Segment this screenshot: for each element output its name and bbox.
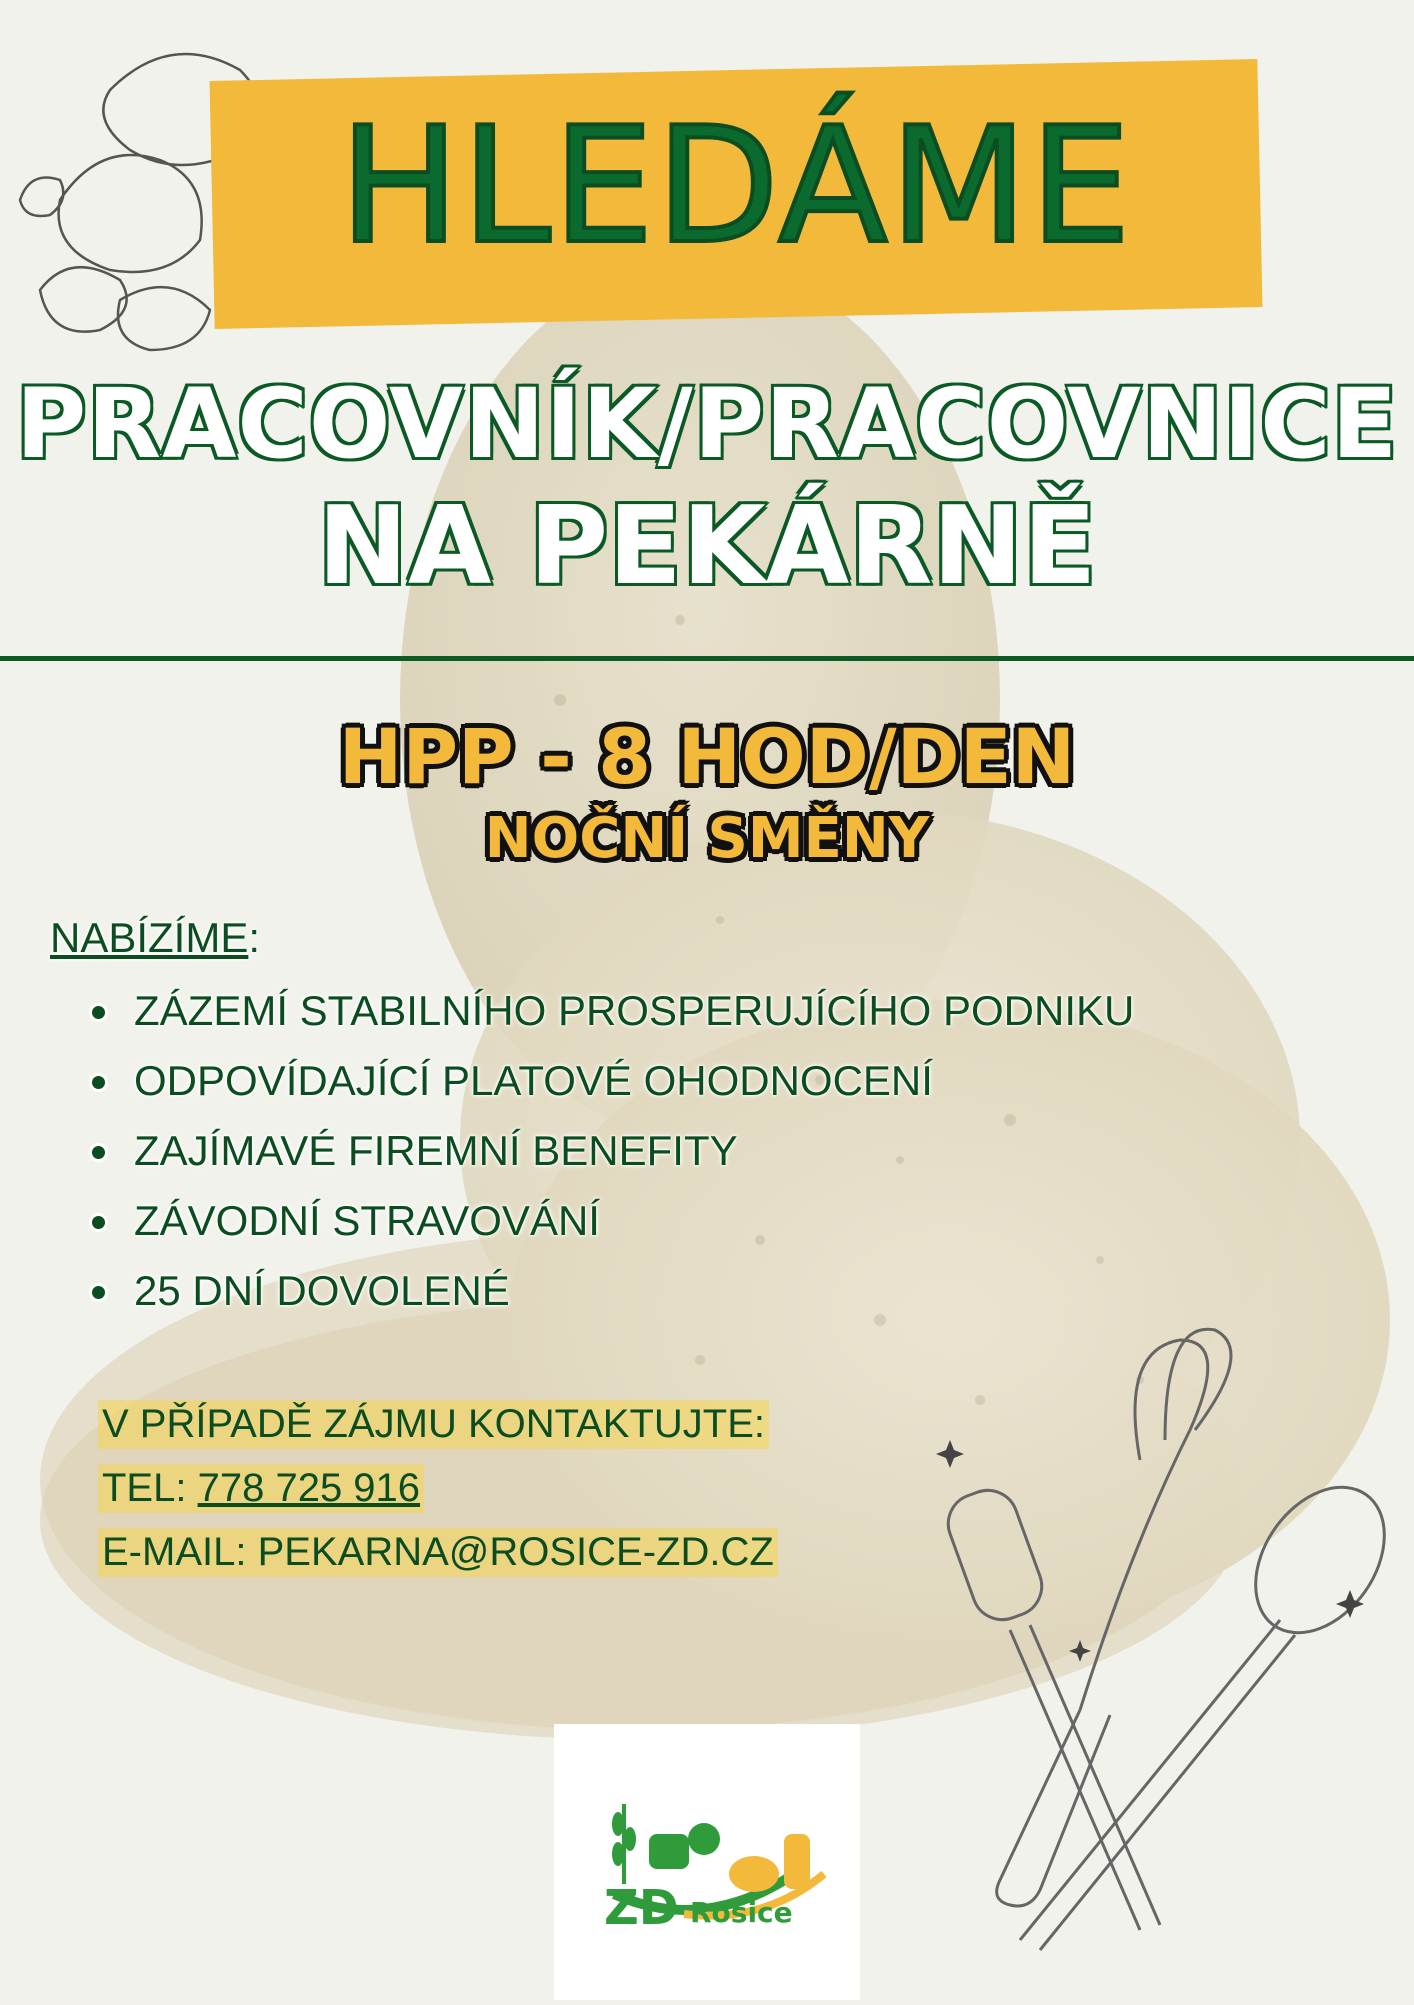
- position-title-line1: PRACOVNÍK/PRACOVNICE: [15, 368, 1399, 480]
- offer-item-text: ODPOVÍDAJÍCÍ PLATOVÉ OHODNOCENÍ: [134, 1057, 933, 1104]
- list-item: [92, 1256, 1134, 1326]
- bullet-icon: [92, 1076, 105, 1089]
- phone-label: TEL:: [102, 1466, 198, 1510]
- bullet-icon: [92, 1216, 105, 1229]
- list-item: [92, 1046, 1134, 1116]
- email-link[interactable]: PEKARNA@ROSICE-ZD.CZ: [257, 1530, 774, 1574]
- bullet-icon: [92, 1006, 105, 1019]
- contact-email: [98, 1528, 778, 1577]
- offer-heading: [50, 914, 260, 962]
- list-item: [92, 1116, 1134, 1186]
- offer-heading-colon: :: [248, 914, 261, 961]
- position-title-line2: NA PEKÁRNĚ: [317, 484, 1097, 609]
- bullet-icon: [92, 1146, 105, 1159]
- phone-link[interactable]: 778 725 916: [197, 1466, 421, 1510]
- offer-heading-text: NABÍZÍME: [50, 914, 249, 961]
- shift-type: NOČNÍ SMĚNY: [484, 806, 930, 871]
- email-label: E-MAIL:: [102, 1530, 258, 1574]
- page-title: HLEDÁME: [339, 92, 1133, 279]
- contact-phone: [98, 1464, 424, 1513]
- offer-item-text: ZAJÍMAVÉ FIREMNÍ BENEFITY: [134, 1127, 738, 1174]
- contact-intro: V PŘÍPADĚ ZÁJMU KONTAKTUJTE:: [98, 1400, 769, 1449]
- bullet-icon: [92, 1286, 105, 1299]
- logo-abbreviation: ZD: [604, 1880, 679, 1936]
- list-item: [92, 976, 1134, 1046]
- offer-item-text: 25 DNÍ DOVOLENÉ: [134, 1267, 510, 1314]
- offer-item-text: ZÁZEMÍ STABILNÍHO PROSPERUJÍCÍHO PODNIKU: [134, 987, 1135, 1034]
- work-hours: HPP - 8 HOD/DEN: [338, 712, 1076, 801]
- offer-item-text: ZÁVODNÍ STRAVOVÁNÍ: [134, 1197, 600, 1244]
- logo-name: Rosice: [690, 1896, 793, 1929]
- logo-graphic-icon: [554, 1724, 860, 2000]
- divider: [0, 656, 1414, 661]
- list-item: [92, 1186, 1134, 1256]
- offer-list: [92, 976, 1134, 1326]
- company-logo: [554, 1724, 860, 2000]
